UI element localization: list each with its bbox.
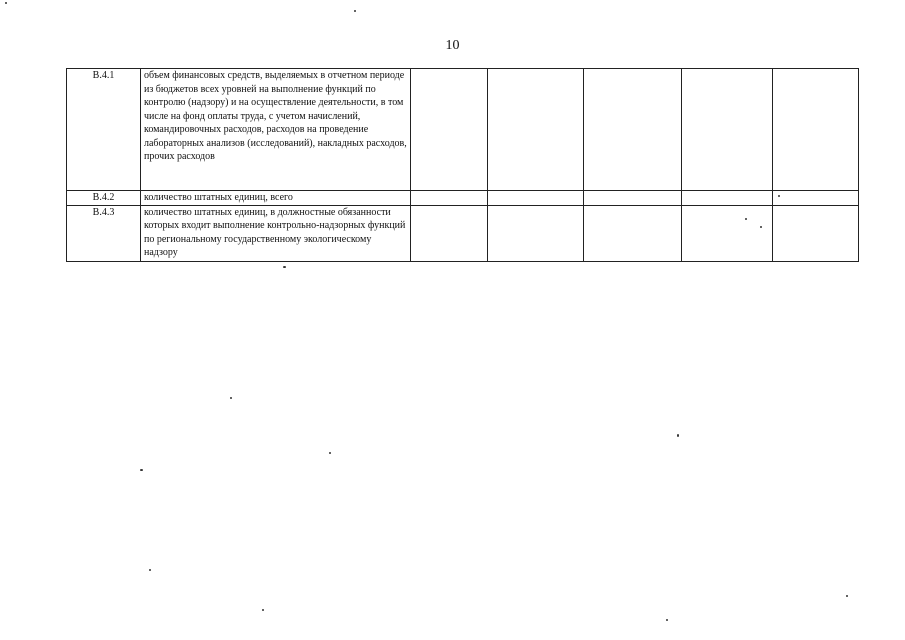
value-cell bbox=[773, 205, 859, 261]
value-cell bbox=[682, 205, 773, 261]
value-cell bbox=[584, 191, 682, 206]
row-code: В.4.1 bbox=[67, 69, 141, 191]
table-row bbox=[67, 191, 859, 206]
scan-speck bbox=[5, 2, 7, 4]
row-description: количество штатных единиц, в должностные обязанности которых входит выполнение контрольно-надзорных функций по региональному государственному экологическому надзору bbox=[141, 205, 411, 261]
value-cell bbox=[682, 191, 773, 206]
value-cell bbox=[584, 69, 682, 191]
value-cell bbox=[488, 205, 584, 261]
scan-speck bbox=[666, 619, 668, 621]
value-cell bbox=[488, 69, 584, 191]
scan-speck bbox=[677, 434, 679, 437]
scan-speck bbox=[149, 569, 151, 571]
value-cell bbox=[773, 69, 859, 191]
row-description: количество штатных единиц, всего bbox=[141, 191, 411, 206]
value-cell bbox=[584, 205, 682, 261]
scan-speck bbox=[140, 469, 143, 471]
row-description: объем финансовых средств, выделяемых в отчетном периоде из бюджетов всех уровней на выполнение функций по контролю (надзору) и на осуществление деятельности, в том числе на фонд оплаты труда, с учетом начислений, командировочных расходов, расходов на проведение лабораторных анализов (исследований), накладных расходов, прочих расходов bbox=[141, 69, 411, 191]
row-code: В.4.3 bbox=[67, 205, 141, 261]
value-cell bbox=[411, 191, 488, 206]
value-cell bbox=[411, 205, 488, 261]
scan-speck bbox=[262, 609, 264, 611]
page-number: 10 bbox=[445, 38, 460, 53]
value-cell bbox=[411, 69, 488, 191]
scan-speck bbox=[846, 595, 848, 597]
scan-speck bbox=[745, 218, 747, 220]
value-cell bbox=[488, 191, 584, 206]
table-row bbox=[67, 205, 859, 261]
scan-speck bbox=[283, 266, 286, 268]
scan-speck bbox=[329, 452, 331, 454]
scan-speck bbox=[230, 397, 232, 399]
row-code: В.4.2 bbox=[67, 191, 141, 206]
scan-speck bbox=[778, 195, 780, 197]
value-cell bbox=[773, 191, 859, 206]
value-cell bbox=[682, 69, 773, 191]
indicators-table bbox=[66, 68, 859, 262]
scan-speck bbox=[760, 226, 762, 228]
table-row bbox=[67, 69, 859, 191]
scan-speck bbox=[354, 10, 356, 12]
